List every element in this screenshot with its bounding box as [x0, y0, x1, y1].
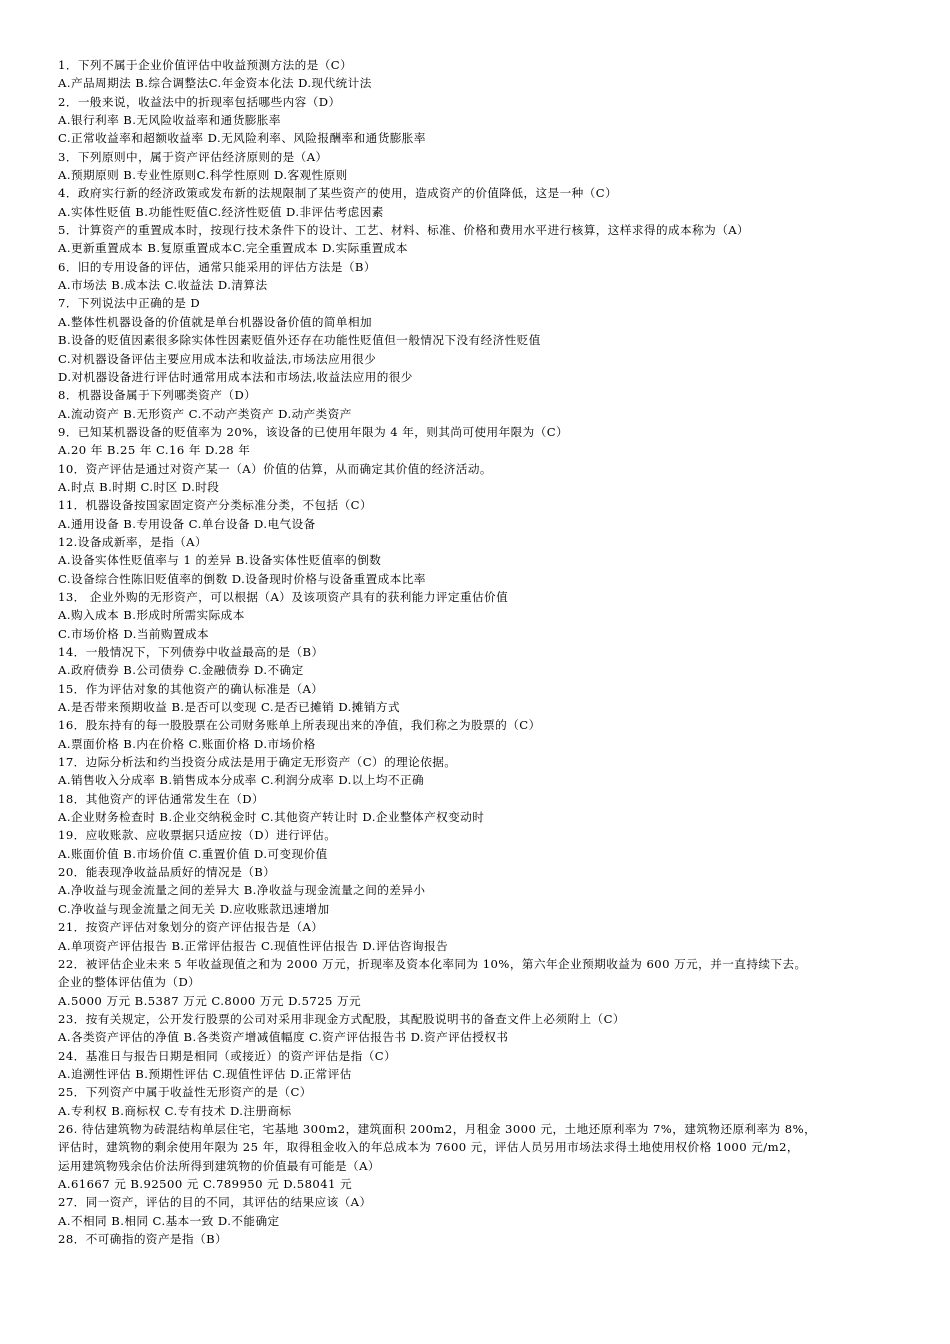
question-line: 11．机器设备按国家固定资产分类标准分类，不包括（C） — [58, 498, 373, 513]
question-line: 13． 企业外购的无形资产，可以根据（A）及该项资产具有的获利能力评定重估价值 — [58, 589, 509, 604]
text-line: A.预期原则 B.专业性原则C.科学性原则 D.客观性原则 — [58, 168, 348, 183]
question-line: 5．计算资产的重置成本时，按现行技术条件下的设计、工艺、材料、标准、价格和费用水平进行核算，这样求得的成本称为（A） — [58, 223, 750, 238]
text-line: A.不相同 B.相同 C.基本一致 D.不能确定 — [58, 1213, 280, 1228]
question-line: 14．一般情况下，下列债券中收益最高的是（B） — [58, 645, 324, 659]
text-line: A.购入成本 B.形成时所需实际成本 — [58, 608, 245, 623]
question-line: 7．下列说法中正确的是 D — [58, 296, 201, 311]
question-line: 15．作为评估对象的其他资产的确认标准是（A） — [58, 681, 324, 696]
question-line: 17．边际分析法和约当投资分成法是用于确定无形资产（C）的理论依据。 — [58, 755, 457, 770]
text-line: A.账面价值 B.市场价值 C.重置价值 D.可变现价值 — [58, 846, 328, 861]
text-line: A.净收益与现金流量之间的差异大 B.净收益与现金流量之间的差异小 — [58, 883, 426, 898]
text-line: D.对机器设备进行评估时通常用成本法和市场法,收益法应用的很少 — [58, 369, 413, 384]
text-line: A.单项资产评估报告 B.正常评估报告 C.现值性评估报告 D.评估咨询报告 — [58, 938, 449, 953]
question-line: 8．机器设备属于下列哪类资产（D） — [58, 388, 257, 403]
text-line: A.产品周期法 B.综合调整法C.年金资本化法 D.现代统计法 — [58, 76, 372, 91]
text-line: A.银行利率 B.无风险收益率和通货膨胀率 — [58, 113, 281, 128]
text-line: A.整体性机器设备的价值就是单台机器设备价值的简单相加 — [58, 314, 373, 329]
question-line: 19．应收账款、应收票据只适应按（D）进行评估。 — [58, 828, 337, 843]
text-line: A.流动资产 B.无形资产 C.不动产类资产 D.动产类资产 — [58, 406, 352, 421]
text-line: A.政府债券 B.公司债券 C.金融债券 D.不确定 — [58, 663, 304, 678]
question-line: 9．已知某机器设备的贬值率为 20%，该设备的已使用年限为 4 年，则其尚可使用年限为（C） — [58, 424, 569, 439]
text-line: C.设备综合性陈旧贬值率的倒数 D.设备现时价格与设备重置成本比率 — [58, 571, 426, 586]
text-line: C.对机器设备评估主要应用成本法和收益法,市场法应用很少 — [58, 351, 377, 366]
text-line: A.销售收入分成率 B.销售成本分成率 C.利润分成率 D.以上均不正确 — [58, 773, 425, 788]
text-line: A.是否带来预期收益 B.是否可以变现 C.是否已摊销 D.摊销方式 — [58, 700, 400, 715]
question-line: 1．下列不属于企业价值评估中收益预测方法的是（C） — [58, 58, 353, 72]
text-line: A.通用设备 B.专用设备 C.单台设备 D.电气设备 — [58, 516, 316, 531]
question-line: 21．按资产评估对象划分的资产评估报告是（A） — [58, 920, 324, 935]
text-line: C.正常收益率和超额收益率 D.无风险利率、风险报酬率和通货膨胀率 — [58, 131, 426, 146]
question-line: 12.设备成新率，是指（A） — [58, 534, 208, 549]
text-line: A.企业财务检查时 B.企业交纳税金时 C.其他资产转让时 D.企业整体产权变动时 — [58, 810, 485, 825]
question-line: 26. 待估建筑物为砖混结构单层住宅，宅基地 300m2，建筑面积 200m2，月租金 3000 元，土地还原利率为 7%，建筑物还原利率为 8%， — [58, 1121, 817, 1136]
text-line: A.5000 万元 B.5387 万元 C.8000 万元 D.5725 万元 — [58, 993, 362, 1008]
text-line: A.20 年 B.25 年 C.16 年 D.28 年 — [58, 443, 251, 458]
question-line: 18．其他资产的评估通常发生在（D） — [58, 791, 265, 806]
text-line: A.设备实体性贬值率与 1 的差异 B.设备实体性贬值率的倒数 — [58, 553, 382, 568]
question-line: 10．资产评估是通过对资产某一（A）价值的估算，从而确定其价值的经济活动。 — [58, 461, 492, 476]
question-line: 25．下列资产中属于收益性无形资产的是（C） — [58, 1085, 312, 1100]
question-line: 28．不可确指的资产是指（B） — [58, 1232, 228, 1246]
text-line: A.票面价格 B.内在价格 C.账面价格 D.市场价格 — [58, 736, 316, 751]
text-line: A.61667 元 B.92500 元 C.789950 元 D.58041 元 — [58, 1176, 353, 1191]
question-line: 3．下列原则中，属于资产评估经济原则的是（A） — [58, 149, 328, 164]
text-line: A.实体性贬值 B.功能性贬值C.经济性贬值 D.非评估考虑因素 — [58, 204, 384, 219]
question-line: 22．被评估企业未来 5 年收益现值之和为 2000 万元，折现率及资本化率同为 10%，第六年企业预期收益为 600 万元，并一直持续下去。 — [58, 956, 807, 971]
text-line: A.各类资产评估的净值 B.各类资产增减值幅度 C.资产评估报告书 D.资产评估授权书 — [58, 1030, 509, 1045]
question-line: 2．一般来说，收益法中的折现率包括哪些内容（D） — [58, 94, 341, 109]
text-line: A.追溯性评估 B.预期性评估 C.现值性评估 D.正常评估 — [58, 1066, 352, 1081]
text-line: 运用建筑物残余估价法所得到建筑物的价值最有可能是（A） — [58, 1158, 380, 1173]
question-line: 27．同一资产，评估的目的不同，其评估的结果应该（A） — [58, 1195, 372, 1210]
text-line: A.市场法 B.成本法 C.收益法 D.清算法 — [58, 278, 268, 293]
question-line: 23．按有关规定，公开发行股票的公司对采用非现金方式配股，其配股说明书的备查文件上必须附上（C） — [58, 1011, 625, 1026]
text-line: C.净收益与现金流量之间无关 D.应收账款迅速增加 — [58, 901, 330, 916]
question-line: 16．股东持有的每一股股票在公司财务账单上所表现出来的净值，我们称之为股票的（C） — [58, 718, 541, 733]
text-line: 评估时，建筑物的剩余使用年限为 25 年，取得租金收入的年总成本为 7600 元，评估人员另用市场法求得土地使用权价格 1000 元/m2， — [58, 1140, 799, 1155]
text-line: B.设备的贬值因素很多除实体性因素贬值外还存在功能性贬值但一般情况下没有经济性贬值 — [58, 333, 541, 348]
question-line: 24．基准日与报告日期是相同（或接近）的资产评估是指（C） — [58, 1048, 397, 1063]
text-line: 企业的整体评估值为（D） — [58, 975, 201, 990]
question-line: 6．旧的专用设备的评估，通常只能采用的评估方法是（B） — [58, 259, 376, 274]
question-line: 20．能表现净收益品质好的情况是（B） — [58, 865, 276, 880]
text-line: C.市场价格 D.当前购置成本 — [58, 626, 210, 641]
document-body — [58, 56, 926, 1248]
text-line: A.更新重置成本 B.复原重置成本C.完全重置成本 D.实际重置成本 — [58, 241, 408, 256]
text-line: A.时点 B.时期 C.时区 D.时段 — [58, 479, 220, 494]
question-line: 4．政府实行新的经济政策或发布新的法规限制了某些资产的使用，造成资产的价值降低，这是一种（C） — [58, 186, 618, 201]
text-line: A.专利权 B.商标权 C.专有技术 D.注册商标 — [58, 1103, 292, 1118]
